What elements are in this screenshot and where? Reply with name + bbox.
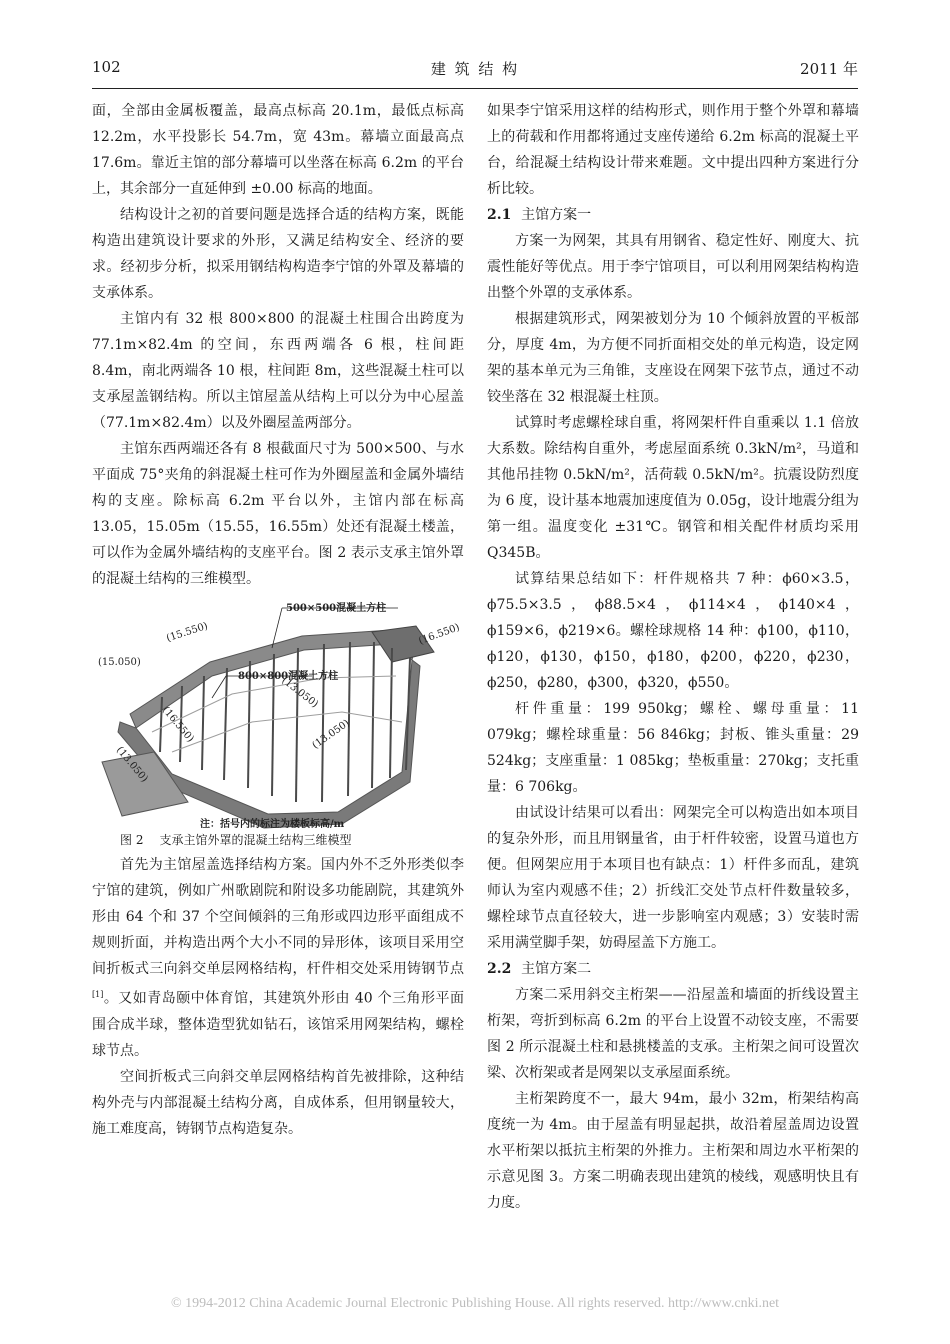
concrete-structure-3d-model	[92, 602, 464, 830]
elevation-label: (15.050)	[98, 657, 141, 668]
paragraph: 方案二采用斜交主桁架——沿屋盖和墙面的折线设置主桁架，弯折到标高 6.2m 的平台上设置不动铰支座，不需要图 2 所示混凝土柱和悬挑楼盖的支承。主桁架之间可设置次梁、次桁架或者是网架以支承屋面系统。	[487, 987, 859, 1081]
section-number: 2.1	[487, 207, 512, 223]
figure-2	[92, 602, 464, 850]
page-number: 102	[92, 58, 121, 76]
citation-ref: [1]	[92, 990, 104, 999]
paragraph: 由试设计结果可以看出：网架完全可以构造出如本项目的复杂外形，而且用钢量省，由于杆件较密，设置马道也方便。但网架应用于本项目也有缺点：1）杆件多而乱，建筑师认为室内观感不佳；2）折线汇交处节点杆件数量较多，螺栓球节点直径较大，进一步影响室内观感；3）安装时需采用满堂脚手架，妨碍屋盖下方施工。	[487, 805, 859, 951]
figure-caption-text: 支承主馆外罩的混凝土结构三维模型	[159, 833, 352, 847]
copyright-footer: © 1994-2012 China Academic Journal Electronic Publishing House. All rights reserved. http://www.cnki.net	[170, 1296, 780, 1311]
paragraph: 方案一为网架，其具有用钢省、稳定性好、刚度大、抗震性能好等优点。用于李宁馆项目，可以利用网架结构构造出整个外罩的支承体系。	[487, 233, 859, 301]
paragraph: 试算时考虑螺栓球自重，将网架杆件自重乘以 1.1 倍放大系数。除结构自重外，考虑屋面系统 0.3kN/m²，马道和其他吊挂物 0.5kN/m²，活荷载 0.5kN/m²。抗震设防烈度为 6 度，设计基本地震加速度值为 0.05g，设计地震分组为第一组。温度变化 ±31℃。钢管和相关配件材质均采用 Q345B。	[487, 415, 859, 561]
paragraph	[92, 852, 464, 1064]
figure-note: 注：括号内的标注为楼板标高/m	[200, 819, 345, 830]
section-heading	[487, 202, 859, 228]
journal-title: 建 筑 结 构	[430, 60, 520, 78]
section-number: 2.2	[487, 961, 512, 977]
right-column	[487, 98, 859, 1216]
elevation-label: (15.550)	[165, 620, 210, 645]
section-title: 主馆方案二	[521, 961, 592, 977]
paragraph: 结构设计之初的首要问题是选择合适的结构方案，既能构造出建筑设计要求的外形，又满足结构安全、经济的要求。经初步分析，拟采用钢结构构造李宁馆的外罩及幕墙的支承体系。	[92, 207, 464, 301]
paragraph: 杆件重量：199 950kg；螺栓、螺母重量：11 079kg；螺栓球重量：56 846kg；封板、锥头重量：29 524kg；支座重量：1 085kg；垫板重量：270kg；支托重量：6 706kg。	[487, 701, 859, 795]
elevation-label: (13.050)	[310, 717, 352, 752]
callout-500-column: 500×500混凝土方柱	[286, 603, 387, 614]
paragraph: 主馆东西两端还各有 8 根截面尺寸为 500×500、与水平面成 75°夹角的斜混凝土柱可作为外圈屋盖和金属外墙结构的支座。除标高 6.2m 平台以外，主馆内部在标高 13.05，15.05m（15.55，16.55m）处还有混凝土楼盖，可以作为金属外墙结构的支座平台。图 2 表示支承主馆外罩的混凝土结构的三维模型。	[92, 441, 464, 587]
callout-800-column: 800×800混凝土方柱	[238, 671, 339, 682]
paragraph-text: 首先为主馆屋盖选择结构方案。国内外不乏外形类似李宁馆的建筑，例如广州歌剧院和附设多功能剧院，其建筑外形由 64 个和 37 个空间倾斜的三角形或四边形平面组成不规则折面，并构造出两个大小不同的异形体，该项目采用空间折板式三向斜交单层网格结构，杆件相交处采用铸钢节点	[92, 857, 464, 977]
section-heading	[487, 956, 859, 982]
section-title: 主馆方案一	[521, 207, 592, 223]
paragraph: 试算结果总结如下：杆件规格共 7 种：ϕ60×3.5，ϕ75.5×3.5，ϕ88.5×4，ϕ114×4，ϕ140×4，ϕ159×6，ϕ219×6。螺栓球规格 14 种：ϕ100，ϕ110，ϕ120，ϕ130，ϕ150，ϕ180，ϕ200，ϕ220，ϕ230，ϕ250，ϕ280，ϕ300，ϕ320，ϕ550。	[487, 571, 859, 691]
elevation-label: (16.550)	[159, 704, 196, 745]
paragraph-text: 。又如青岛颐中体育馆，其建筑外形由 40 个三角形平面围合成半球，整体造型犹如钻石，该馆采用网架结构，螺栓球节点。	[92, 990, 464, 1059]
figure-model-image	[92, 602, 464, 830]
left-column	[92, 98, 464, 1142]
issue-year: 2011 年	[800, 60, 858, 78]
paragraph: 主桁架跨度不一，最大 94m，最小 32m，桁架结构高度统一为 4m。由于屋盖有明显起拱，故沿着屋盖周边设置水平桁架以抵抗主桁架的外推力。主桁架和周边水平桁架的示意见图 3。方案二明确表现出建筑的棱线，观感明快且有力度。	[487, 1091, 859, 1211]
figure-number: 图 2	[120, 833, 144, 847]
elevation-label: (13.050)	[113, 744, 150, 785]
elevation-label: (13.050)	[279, 675, 320, 711]
paragraph: 主馆内有 32 根 800×800 的混凝土柱围合出跨度为 77.1m×82.4m 的空间，东西两端各 6 根，柱间距 8.4m，南北两端各 10 根，柱间距 8m，这些混凝土柱可以支承屋盖钢结构。所以主馆屋盖从结构上可以分为中心屋盖（77.1m×82.4m）以及外圈屋盖两部分。	[92, 311, 464, 431]
header-rule	[92, 88, 858, 89]
elevation-label: (16.550)	[417, 622, 462, 648]
paragraph: 根据建筑形式，网架被划分为 10 个倾斜放置的平板部分，厚度 4m，为方便不同折面相交处的单元构造，设定网架的基本单元为三角锥，支座设在网架下弦节点，通过不动铰坐落在 32 根混凝土柱顶。	[487, 311, 859, 405]
paragraph: 如果李宁馆采用这样的结构形式，则作用于整个外罩和幕墙上的荷载和作用都将通过支座传递给 6.2m 标高的混凝土平台，给混凝土结构设计带来难题。文中提出四种方案进行分析比较。	[487, 103, 859, 197]
paragraph: 空间折板式三向斜交单层网格结构首先被排除，这种结构外壳与内部混凝土结构分离，自成体系，但用钢量较大，施工难度高，铸钢节点构造复杂。	[92, 1068, 464, 1137]
paragraph: 面，全部由金属板覆盖，最高点标高 20.1m，最低点标高 12.2m，水平投影长 54.7m，宽 43m。幕墙立面最高点 17.6m。靠近主馆的部分幕墙可以坐落在标高 6.2m 的平台上，其余部分一直延伸到 ±0.00 标高的地面。	[92, 103, 464, 197]
